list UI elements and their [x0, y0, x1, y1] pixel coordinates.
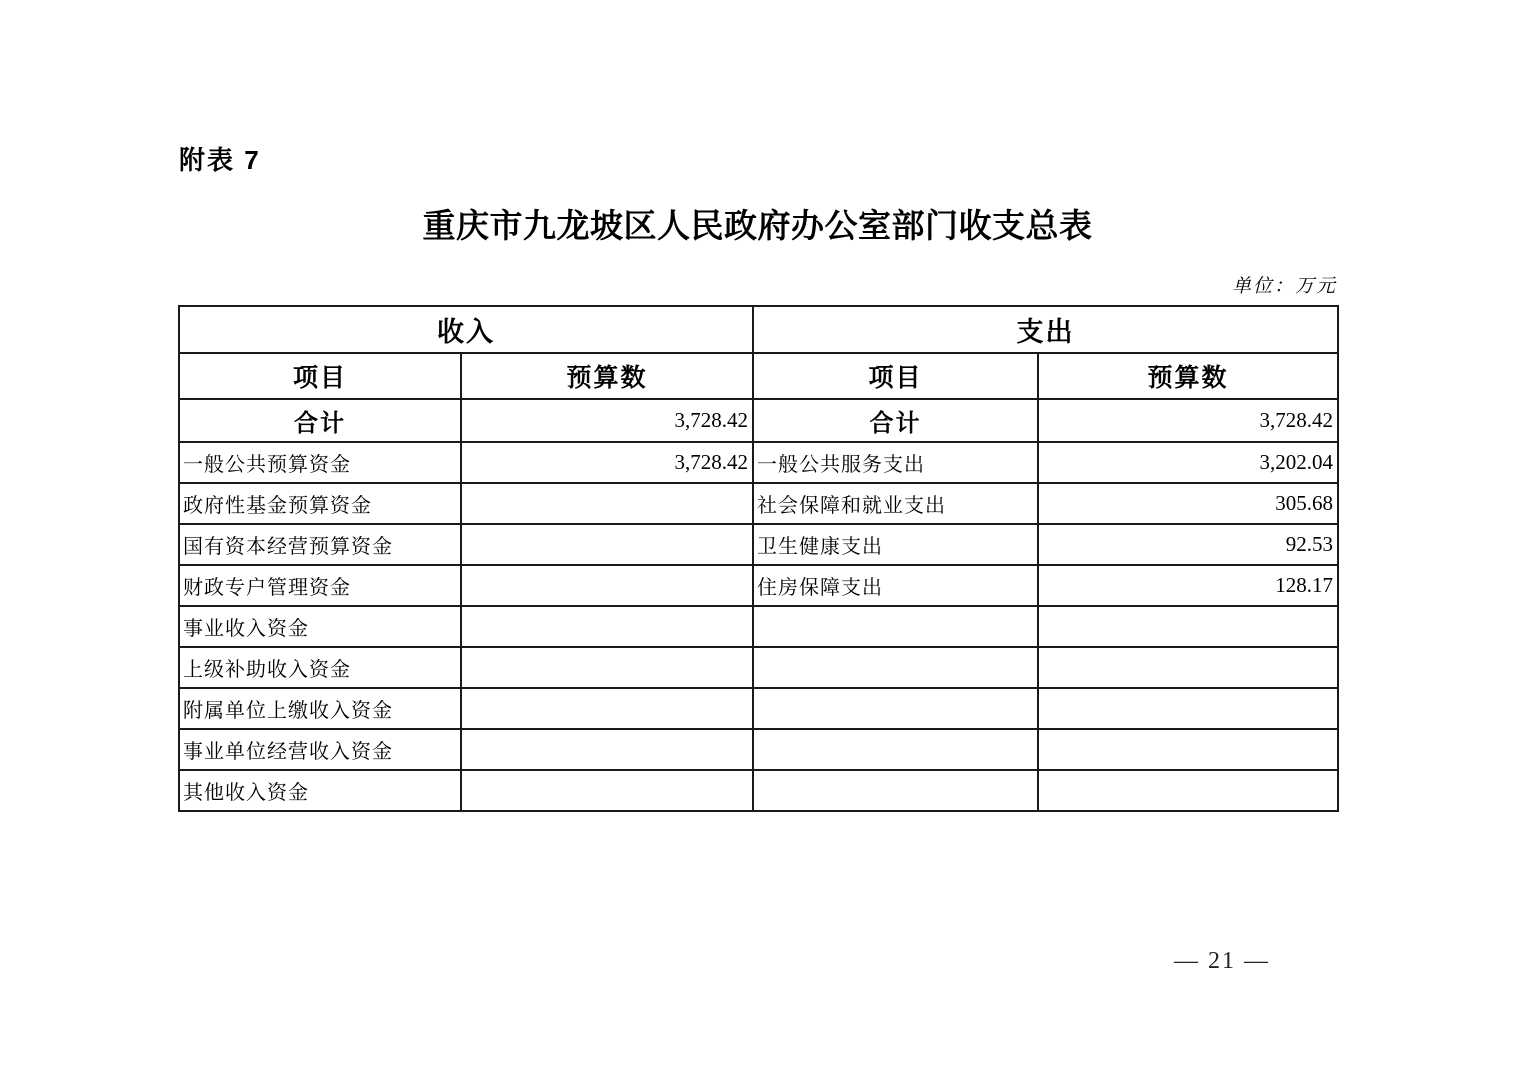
table-row: [179, 442, 1338, 483]
income-item-cell: 事业收入资金: [179, 606, 461, 647]
document-title: 重庆市九龙坡区人民政府办公室部门收支总表: [422, 209, 1093, 245]
section-header-row: [179, 306, 1338, 353]
expense-budget-header: 预算数: [1038, 353, 1338, 399]
income-item-cell: 国有资本经营预算资金: [179, 524, 461, 565]
income-budget-header: 预算数: [461, 353, 753, 399]
unit-note: 单位：万元: [1231, 276, 1337, 297]
table-row: [179, 483, 1338, 524]
table-row: [179, 565, 1338, 606]
income-budget-cell: [461, 524, 753, 565]
income-budget-cell: 3,728.42: [461, 399, 753, 442]
income-item-cell: 政府性基金预算资金: [179, 483, 461, 524]
expense-item-cell: 一般公共服务支出: [753, 442, 1038, 483]
budget-summary-table: [178, 305, 1339, 812]
expense-item-cell: [753, 729, 1038, 770]
expense-budget-cell: 128.17: [1038, 565, 1338, 606]
income-budget-cell: [461, 729, 753, 770]
income-item-cell: 其他收入资金: [179, 770, 461, 811]
expense-budget-cell: 92.53: [1038, 524, 1338, 565]
table-row: [179, 524, 1338, 565]
page-number: — 21 —: [1174, 948, 1270, 974]
expense-item-cell: [753, 606, 1038, 647]
expense-item-header: 项目: [753, 353, 1038, 399]
income-budget-cell: [461, 606, 753, 647]
expense-budget-cell: 3,202.04: [1038, 442, 1338, 483]
income-budget-cell: [461, 770, 753, 811]
column-header-row: [179, 353, 1338, 399]
income-item-cell: 财政专户管理资金: [179, 565, 461, 606]
total-row: [179, 399, 1338, 442]
expense-budget-cell: [1038, 729, 1338, 770]
expense-item-cell: [753, 647, 1038, 688]
expense-section-header: 支出: [753, 306, 1338, 353]
expense-budget-cell: 305.68: [1038, 483, 1338, 524]
expense-budget-cell: [1038, 770, 1338, 811]
income-budget-cell: [461, 565, 753, 606]
expense-item-cell: 合计: [753, 399, 1038, 442]
income-item-cell: 附属单位上缴收入资金: [179, 688, 461, 729]
income-item-header: 项目: [179, 353, 461, 399]
income-item-cell: 合计: [179, 399, 461, 442]
expense-item-cell: 卫生健康支出: [753, 524, 1038, 565]
table-row: [179, 729, 1338, 770]
expense-budget-cell: [1038, 647, 1338, 688]
income-item-cell: 上级补助收入资金: [179, 647, 461, 688]
table-row: [179, 647, 1338, 688]
table-row: [179, 770, 1338, 811]
income-budget-cell: [461, 483, 753, 524]
table-row: [179, 606, 1338, 647]
income-item-cell: 一般公共预算资金: [179, 442, 461, 483]
expense-item-cell: [753, 688, 1038, 729]
expense-budget-cell: [1038, 606, 1338, 647]
expense-item-cell: 住房保障支出: [753, 565, 1038, 606]
expense-item-cell: 社会保障和就业支出: [753, 483, 1038, 524]
income-budget-cell: [461, 647, 753, 688]
appendix-label: 附表 7: [179, 145, 261, 175]
expense-item-cell: [753, 770, 1038, 811]
table-row: [179, 688, 1338, 729]
income-budget-cell: [461, 688, 753, 729]
expense-budget-cell: 3,728.42: [1038, 399, 1338, 442]
expense-budget-cell: [1038, 688, 1338, 729]
income-section-header: 收入: [179, 306, 753, 353]
income-budget-cell: 3,728.42: [461, 442, 753, 483]
income-item-cell: 事业单位经营收入资金: [179, 729, 461, 770]
